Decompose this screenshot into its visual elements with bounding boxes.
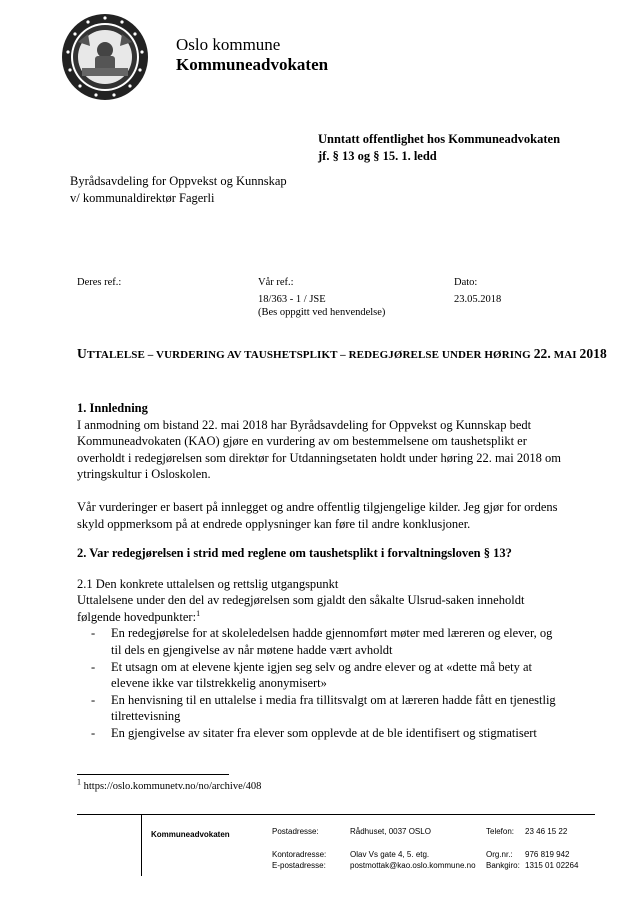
oslo-seal-logo	[60, 12, 150, 102]
exemption-line-2: jf. § 13 og § 15. 1. ledd	[318, 148, 437, 163]
footer-vertical-divider	[141, 814, 142, 876]
subject-line: UTTALELSE – VURDERING AV TAUSHETSPLIKT – REDEGJØRELSE UNDER HØRING 22. MAI 2018	[77, 346, 607, 361]
org-name: Oslo kommune	[176, 35, 281, 54]
var-ref-label: Vår ref.:	[258, 277, 294, 288]
section-1-para-1: I anmodning om bistand 22. mai 2018 har Byrådsavdeling for Oppvekst og Kunnskap bedt Kommuneadvokaten (KAO) gjøre en vurdering av om bestemmelsene om taushetsplikt er overholdt i redegjørelsen som direktør for Utdanningsetaten holdt under høring 22. mai 2018 om ytringskultur i Osloskolen.	[77, 417, 561, 482]
var-ref-value: 18/363 - 1 / JSE	[258, 293, 326, 305]
var-ref-note: (Bes oppgitt ved henvendelse)	[258, 307, 386, 318]
date-block	[454, 276, 501, 306]
exemption-line-1: Unntatt offentlighet hos Kommuneadvokaten	[318, 132, 561, 146]
recipient-line-1: Byrådsavdeling for Oppvekst og Kunnskap	[70, 174, 287, 188]
footnote-link[interactable]: https://oslo.kommunetv.no/no/archive/408	[81, 781, 262, 792]
deres-ref-label: Deres ref.:	[77, 277, 122, 288]
section-2	[77, 545, 577, 742]
list-item: - En redegjørelse for at skoleledelsen hadde gjennomført møter med læreren og elever, og til dels en gjengivelse av når møtene hadde vært avholdt	[91, 626, 553, 657]
footnote: $^1$ https://oslo.kommunetv.no/no/archive/408	[77, 777, 262, 792]
list-item: - Et utsagn om at elevene kjente igjen seg selv og andre elever og at «dette må bety at elevene ikke var tilstrekkelig anonymisert»	[91, 659, 533, 691]
letterhead	[176, 35, 328, 75]
footnote-ref: 1	[196, 608, 201, 618]
recipient-address	[70, 173, 287, 206]
footer-email[interactable]: postmottak@kao.oslo.kommune.no	[350, 861, 476, 870]
var-ref-block	[258, 276, 385, 320]
section-2-1-heading: 2.1 Den konkrete uttalelsen og rettslig utgangspunkt	[77, 576, 339, 591]
date-label: Dato:	[454, 277, 478, 288]
section-1-para-2: Vår vurderinger er basert på innlegget og andre offentlig tilgjengelige kilder. Jeg gjør for ordens skyld oppmerksom på at endrede opplysninger kan føre til andre konklusjoner.	[77, 499, 558, 531]
date-value: 23.05.2018	[454, 293, 502, 305]
section-1-heading: 1. Innledning	[77, 401, 148, 415]
footer-contact-values: 23 46 15 22 976 819 942 1315 01 02264	[525, 827, 579, 870]
list-item: - En henvisning til en uttalelse i media fra tillitsvalgt om at læreren hadde fått en tjenestlig tilrettevisning	[91, 692, 556, 724]
section-1	[77, 400, 577, 532]
exemption-notice	[318, 131, 560, 164]
recipient-line-2: v/ kommunaldirektør Fagerli	[70, 190, 215, 205]
footer-divider	[77, 814, 595, 815]
list-item: - En gjengivelse av sitater fra elever som opplevde at de ble identifisert og stigmatisert	[91, 725, 537, 740]
footer-org-name: Kommuneadvokaten	[151, 830, 230, 839]
footer-contact-labels: Telefon: Org.nr.: Bankgiro:	[486, 827, 520, 870]
section-2-heading: 2. Var redegjørelsen i strid med reglene om taushetsplikt i forvaltningsloven § 13?	[77, 546, 512, 560]
footnote-divider	[77, 774, 229, 775]
footer-labels-col: Postadresse: Kontoradresse: E-postadresse:	[272, 827, 327, 870]
section-2-intro: Uttalelsene under den del av redegjørelsen som gjaldt den såkalte Ulsrud-saken inneholdt følgende hovedpunkter:$^1$	[77, 593, 525, 624]
hovedpunkter-list	[77, 625, 577, 741]
footer-values-col: Rådhuset, 0037 OSLO Olav Vs gate 4, 5. etg. postmottak@kao.oslo.kommune.no	[350, 827, 476, 870]
dept-name: Kommuneadvokaten	[176, 55, 329, 74]
